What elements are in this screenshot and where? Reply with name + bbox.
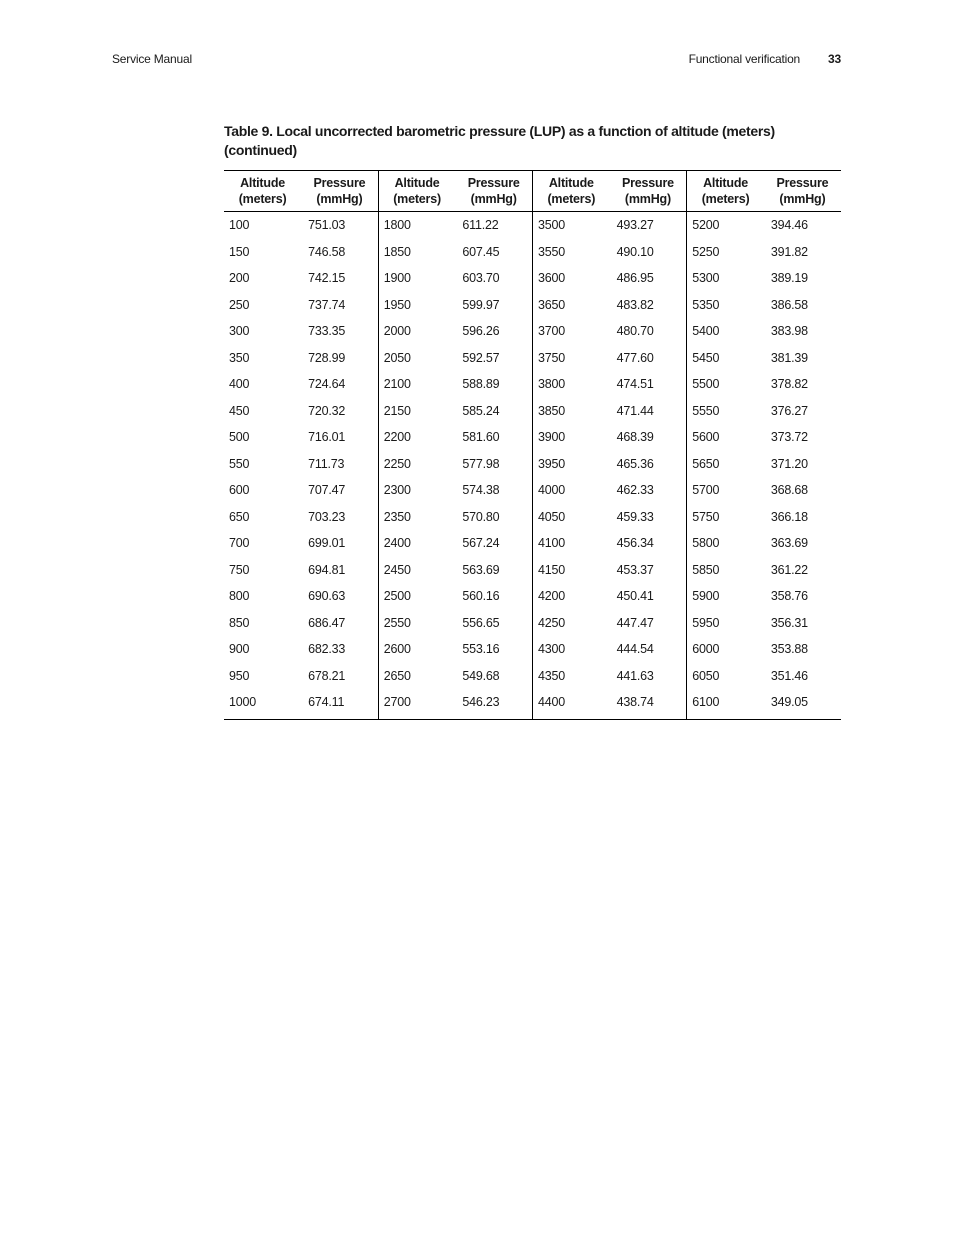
altitude-cell: 2600: [378, 636, 455, 663]
table-row: [224, 398, 841, 425]
table-caption-title: Table 9. Local uncorrected barometric pressure (LUP) as a function of altitude (meters): [224, 123, 775, 139]
pressure-cell: 453.37: [616, 562, 654, 577]
altitude-cell: 5250: [687, 239, 764, 266]
altitude-cell: 5750: [687, 504, 764, 531]
altitude-cell: 3700: [533, 318, 610, 345]
pressure-cell: 468.39: [616, 430, 654, 445]
altitude-cell: 5450: [687, 345, 764, 372]
altitude-cell: 800: [229, 589, 250, 604]
pressure-cell: 577.98: [462, 456, 500, 471]
altitude-cell: 650: [229, 509, 250, 524]
pressure-cell: 480.70: [616, 324, 654, 339]
pressure-cell: 711.73: [308, 456, 345, 471]
pressure-cell: 581.60: [462, 430, 500, 445]
column-header-altitude: [378, 171, 455, 212]
pressure-cell: 483.82: [616, 297, 654, 312]
altitude-cell: 5650: [687, 451, 764, 478]
column-header-pressure: [301, 171, 378, 212]
pressure-cell: 596.26: [462, 324, 500, 339]
pressure-cell: 716.01: [308, 430, 346, 445]
altitude-cell: 3850: [533, 398, 610, 425]
pressure-cell: 570.80: [462, 509, 500, 524]
pressure-cell: 742.15: [308, 271, 346, 286]
table-caption-continued: (continued): [224, 142, 297, 158]
altitude-cell: 4000: [533, 477, 610, 504]
pressure-cell: 699.01: [308, 536, 346, 551]
table-row: [224, 530, 841, 557]
pressure-cell: 456.34: [616, 536, 654, 551]
altitude-cell: 3800: [533, 371, 610, 398]
pressure-cell: 599.97: [462, 297, 500, 312]
pressure-cell: 553.16: [462, 642, 500, 657]
column-header-label: Altitude: [548, 176, 594, 190]
pressure-cell: 474.51: [616, 377, 654, 392]
altitude-cell: 900: [229, 642, 250, 657]
pressure-cell: 371.20: [770, 456, 808, 471]
altitude-cell: 5950: [687, 610, 764, 637]
column-header-label: Pressure: [313, 176, 366, 190]
pressure-cell: 703.23: [308, 509, 346, 524]
altitude-cell: 1000: [224, 689, 301, 719]
pressure-cell: 563.69: [462, 562, 500, 577]
table-row: [224, 424, 841, 451]
altitude-cell: 3750: [533, 345, 610, 372]
altitude-cell: 2400: [378, 530, 455, 557]
pressure-cell: 682.33: [308, 642, 346, 657]
table-body: [224, 212, 841, 720]
altitude-cell: 850: [229, 615, 250, 630]
pressure-cell: 549.68: [462, 668, 500, 683]
altitude-cell: 4400: [533, 689, 610, 719]
section-title: Functional verification: [688, 52, 801, 66]
altitude-cell: 5550: [687, 398, 764, 425]
pressure-cell: 441.63: [616, 668, 654, 683]
pressure-cell: 588.89: [462, 377, 500, 392]
altitude-cell: 400: [229, 377, 250, 392]
pressure-cell: 349.05: [764, 689, 841, 719]
altitude-cell: 150: [229, 244, 250, 259]
table-row: [224, 663, 841, 690]
altitude-cell: 5600: [687, 424, 764, 451]
pressure-cell: 574.38: [462, 483, 500, 498]
altitude-cell: 2100: [378, 371, 455, 398]
altitude-cell: 5300: [687, 265, 764, 292]
pressure-cell: 690.63: [308, 589, 346, 604]
table-row: [224, 371, 841, 398]
altitude-cell: 4100: [533, 530, 610, 557]
altitude-cell: 100: [229, 218, 250, 233]
column-header-unit: (mmHg): [779, 192, 826, 206]
pressure-cell: 603.70: [462, 271, 500, 286]
altitude-cell: 750: [229, 562, 250, 577]
pressure-cell: 462.33: [616, 483, 654, 498]
altitude-cell: 6100: [687, 689, 764, 719]
altitude-cell: 5850: [687, 557, 764, 584]
pressure-cell: 368.68: [770, 483, 808, 498]
pressure-cell: 674.11: [301, 689, 378, 719]
column-header-label: Pressure: [776, 176, 829, 190]
pressure-cell: 486.95: [616, 271, 654, 286]
column-header-unit: (meters): [701, 192, 750, 206]
altitude-cell: 5800: [687, 530, 764, 557]
column-header-unit: (mmHg): [470, 192, 517, 206]
altitude-cell: 300: [229, 324, 250, 339]
table-row: [224, 504, 841, 531]
altitude-cell: 2300: [378, 477, 455, 504]
column-header-unit: (mmHg): [316, 192, 363, 206]
pressure-cell: 493.27: [616, 218, 654, 233]
table-row: [224, 689, 841, 719]
pressure-cell: 746.58: [308, 244, 346, 259]
pressure-cell: 358.76: [770, 589, 808, 604]
pressure-cell: 386.58: [770, 297, 808, 312]
pressure-cell: 366.18: [770, 509, 808, 524]
pressure-cell: 592.57: [462, 350, 500, 365]
altitude-cell: 5400: [687, 318, 764, 345]
pressure-cell: 444.54: [616, 642, 654, 657]
pressure-cell: 361.22: [770, 562, 808, 577]
pressure-cell: 560.16: [462, 589, 500, 604]
altitude-cell: 600: [229, 483, 250, 498]
altitude-cell: 250: [229, 297, 250, 312]
pressure-cell: 733.35: [308, 324, 346, 339]
pressure-cell: 373.72: [770, 430, 808, 445]
altitude-cell: 5900: [687, 583, 764, 610]
table-row: [224, 292, 841, 319]
altitude-cell: 6050: [687, 663, 764, 690]
altitude-cell: 4300: [533, 636, 610, 663]
altitude-cell: 2700: [378, 689, 455, 719]
table-row: [224, 557, 841, 584]
page-number: 33: [828, 52, 841, 66]
altitude-cell: 3600: [533, 265, 610, 292]
altitude-cell: 4350: [533, 663, 610, 690]
altitude-cell: 3550: [533, 239, 610, 266]
table-row: [224, 212, 841, 239]
altitude-cell: 1950: [378, 292, 455, 319]
pressure-cell: 490.10: [616, 244, 654, 259]
pressure-cell: 394.46: [770, 218, 808, 233]
altitude-cell: 1800: [378, 212, 455, 239]
pressure-cell: 751.03: [308, 218, 346, 233]
pressure-cell: 678.21: [308, 668, 346, 683]
altitude-cell: 4150: [533, 557, 610, 584]
altitude-cell: 2150: [378, 398, 455, 425]
pressure-cell: 378.82: [770, 377, 808, 392]
column-header-altitude: [224, 171, 301, 212]
altitude-cell: 4250: [533, 610, 610, 637]
table-header-row: [224, 171, 841, 212]
pressure-cell: 611.22: [462, 218, 499, 233]
pressure-cell: 546.23: [455, 689, 532, 719]
pressure-cell: 737.74: [308, 297, 346, 312]
pressure-altitude-table: [224, 170, 841, 720]
pressure-cell: 447.47: [616, 615, 654, 630]
table-row: [224, 583, 841, 610]
pressure-cell: 376.27: [770, 403, 808, 418]
pressure-cell: 465.36: [616, 456, 654, 471]
pressure-cell: 351.46: [770, 668, 808, 683]
altitude-cell: 4200: [533, 583, 610, 610]
pressure-cell: 381.39: [770, 350, 808, 365]
table-row: [224, 636, 841, 663]
column-header-label: Pressure: [621, 176, 674, 190]
table-row: [224, 477, 841, 504]
column-header-unit: (meters): [393, 192, 441, 206]
table-row: [224, 610, 841, 637]
altitude-cell: 2650: [378, 663, 455, 690]
altitude-cell: 3500: [533, 212, 610, 239]
table-row: [224, 318, 841, 345]
column-header-label: Pressure: [467, 176, 520, 190]
pressure-cell: 356.31: [770, 615, 808, 630]
column-header-unit: (meters): [547, 192, 596, 206]
column-header-label: Altitude: [240, 176, 286, 190]
table-row: [224, 451, 841, 478]
column-header-altitude: [687, 171, 764, 212]
column-header-label: Altitude: [394, 176, 440, 190]
altitude-cell: 3950: [533, 451, 610, 478]
pressure-cell: 477.60: [616, 350, 654, 365]
altitude-cell: 350: [229, 350, 250, 365]
altitude-cell: 5350: [687, 292, 764, 319]
pressure-cell: 720.32: [308, 403, 346, 418]
running-header-left: Service Manual: [112, 52, 192, 66]
altitude-cell: 1900: [378, 265, 455, 292]
pressure-cell: 585.24: [462, 403, 500, 418]
running-header-right: [689, 52, 841, 66]
pressure-cell: 450.41: [616, 589, 654, 604]
altitude-cell: 5500: [687, 371, 764, 398]
pressure-cell: 728.99: [308, 350, 346, 365]
pressure-cell: 363.69: [770, 536, 808, 551]
altitude-cell: 550: [229, 456, 250, 471]
column-header-unit: (mmHg): [624, 192, 671, 206]
altitude-cell: 200: [229, 271, 250, 286]
column-header-label: Altitude: [703, 176, 749, 190]
pressure-cell: 556.65: [462, 615, 500, 630]
pressure-cell: 686.47: [308, 615, 346, 630]
altitude-cell: 2200: [378, 424, 455, 451]
altitude-cell: 2500: [378, 583, 455, 610]
table-row: [224, 265, 841, 292]
altitude-cell: 500: [229, 430, 250, 445]
altitude-cell: 700: [229, 536, 250, 551]
altitude-cell: 1850: [378, 239, 455, 266]
pressure-cell: 724.64: [308, 377, 346, 392]
column-header-pressure: [455, 171, 532, 212]
altitude-cell: 450: [229, 403, 250, 418]
column-header-unit: (meters): [238, 192, 287, 206]
altitude-cell: 6000: [687, 636, 764, 663]
altitude-cell: 5700: [687, 477, 764, 504]
pressure-cell: 391.82: [770, 244, 808, 259]
pressure-cell: 383.98: [770, 324, 808, 339]
altitude-cell: 2050: [378, 345, 455, 372]
pressure-cell: 607.45: [462, 244, 500, 259]
altitude-cell: 2550: [378, 610, 455, 637]
altitude-cell: 2350: [378, 504, 455, 531]
altitude-cell: 2000: [378, 318, 455, 345]
altitude-cell: 3900: [533, 424, 610, 451]
pressure-cell: 567.24: [462, 536, 500, 551]
pressure-cell: 471.44: [616, 403, 654, 418]
altitude-cell: 3650: [533, 292, 610, 319]
table-row: [224, 345, 841, 372]
altitude-cell: 2450: [378, 557, 455, 584]
pressure-cell: 438.74: [610, 689, 687, 719]
pressure-cell: 353.88: [770, 642, 808, 657]
table-row: [224, 239, 841, 266]
altitude-cell: 5200: [687, 212, 764, 239]
table-caption: [224, 122, 824, 160]
altitude-cell: 2250: [378, 451, 455, 478]
column-header-pressure: [764, 171, 841, 212]
column-header-altitude: [533, 171, 610, 212]
pressure-cell: 459.33: [616, 509, 654, 524]
pressure-cell: 694.81: [308, 562, 346, 577]
pressure-cell: 707.47: [308, 483, 346, 498]
pressure-cell: 389.19: [770, 271, 808, 286]
altitude-cell: 4050: [533, 504, 610, 531]
column-header-pressure: [610, 171, 687, 212]
altitude-cell: 950: [229, 668, 250, 683]
